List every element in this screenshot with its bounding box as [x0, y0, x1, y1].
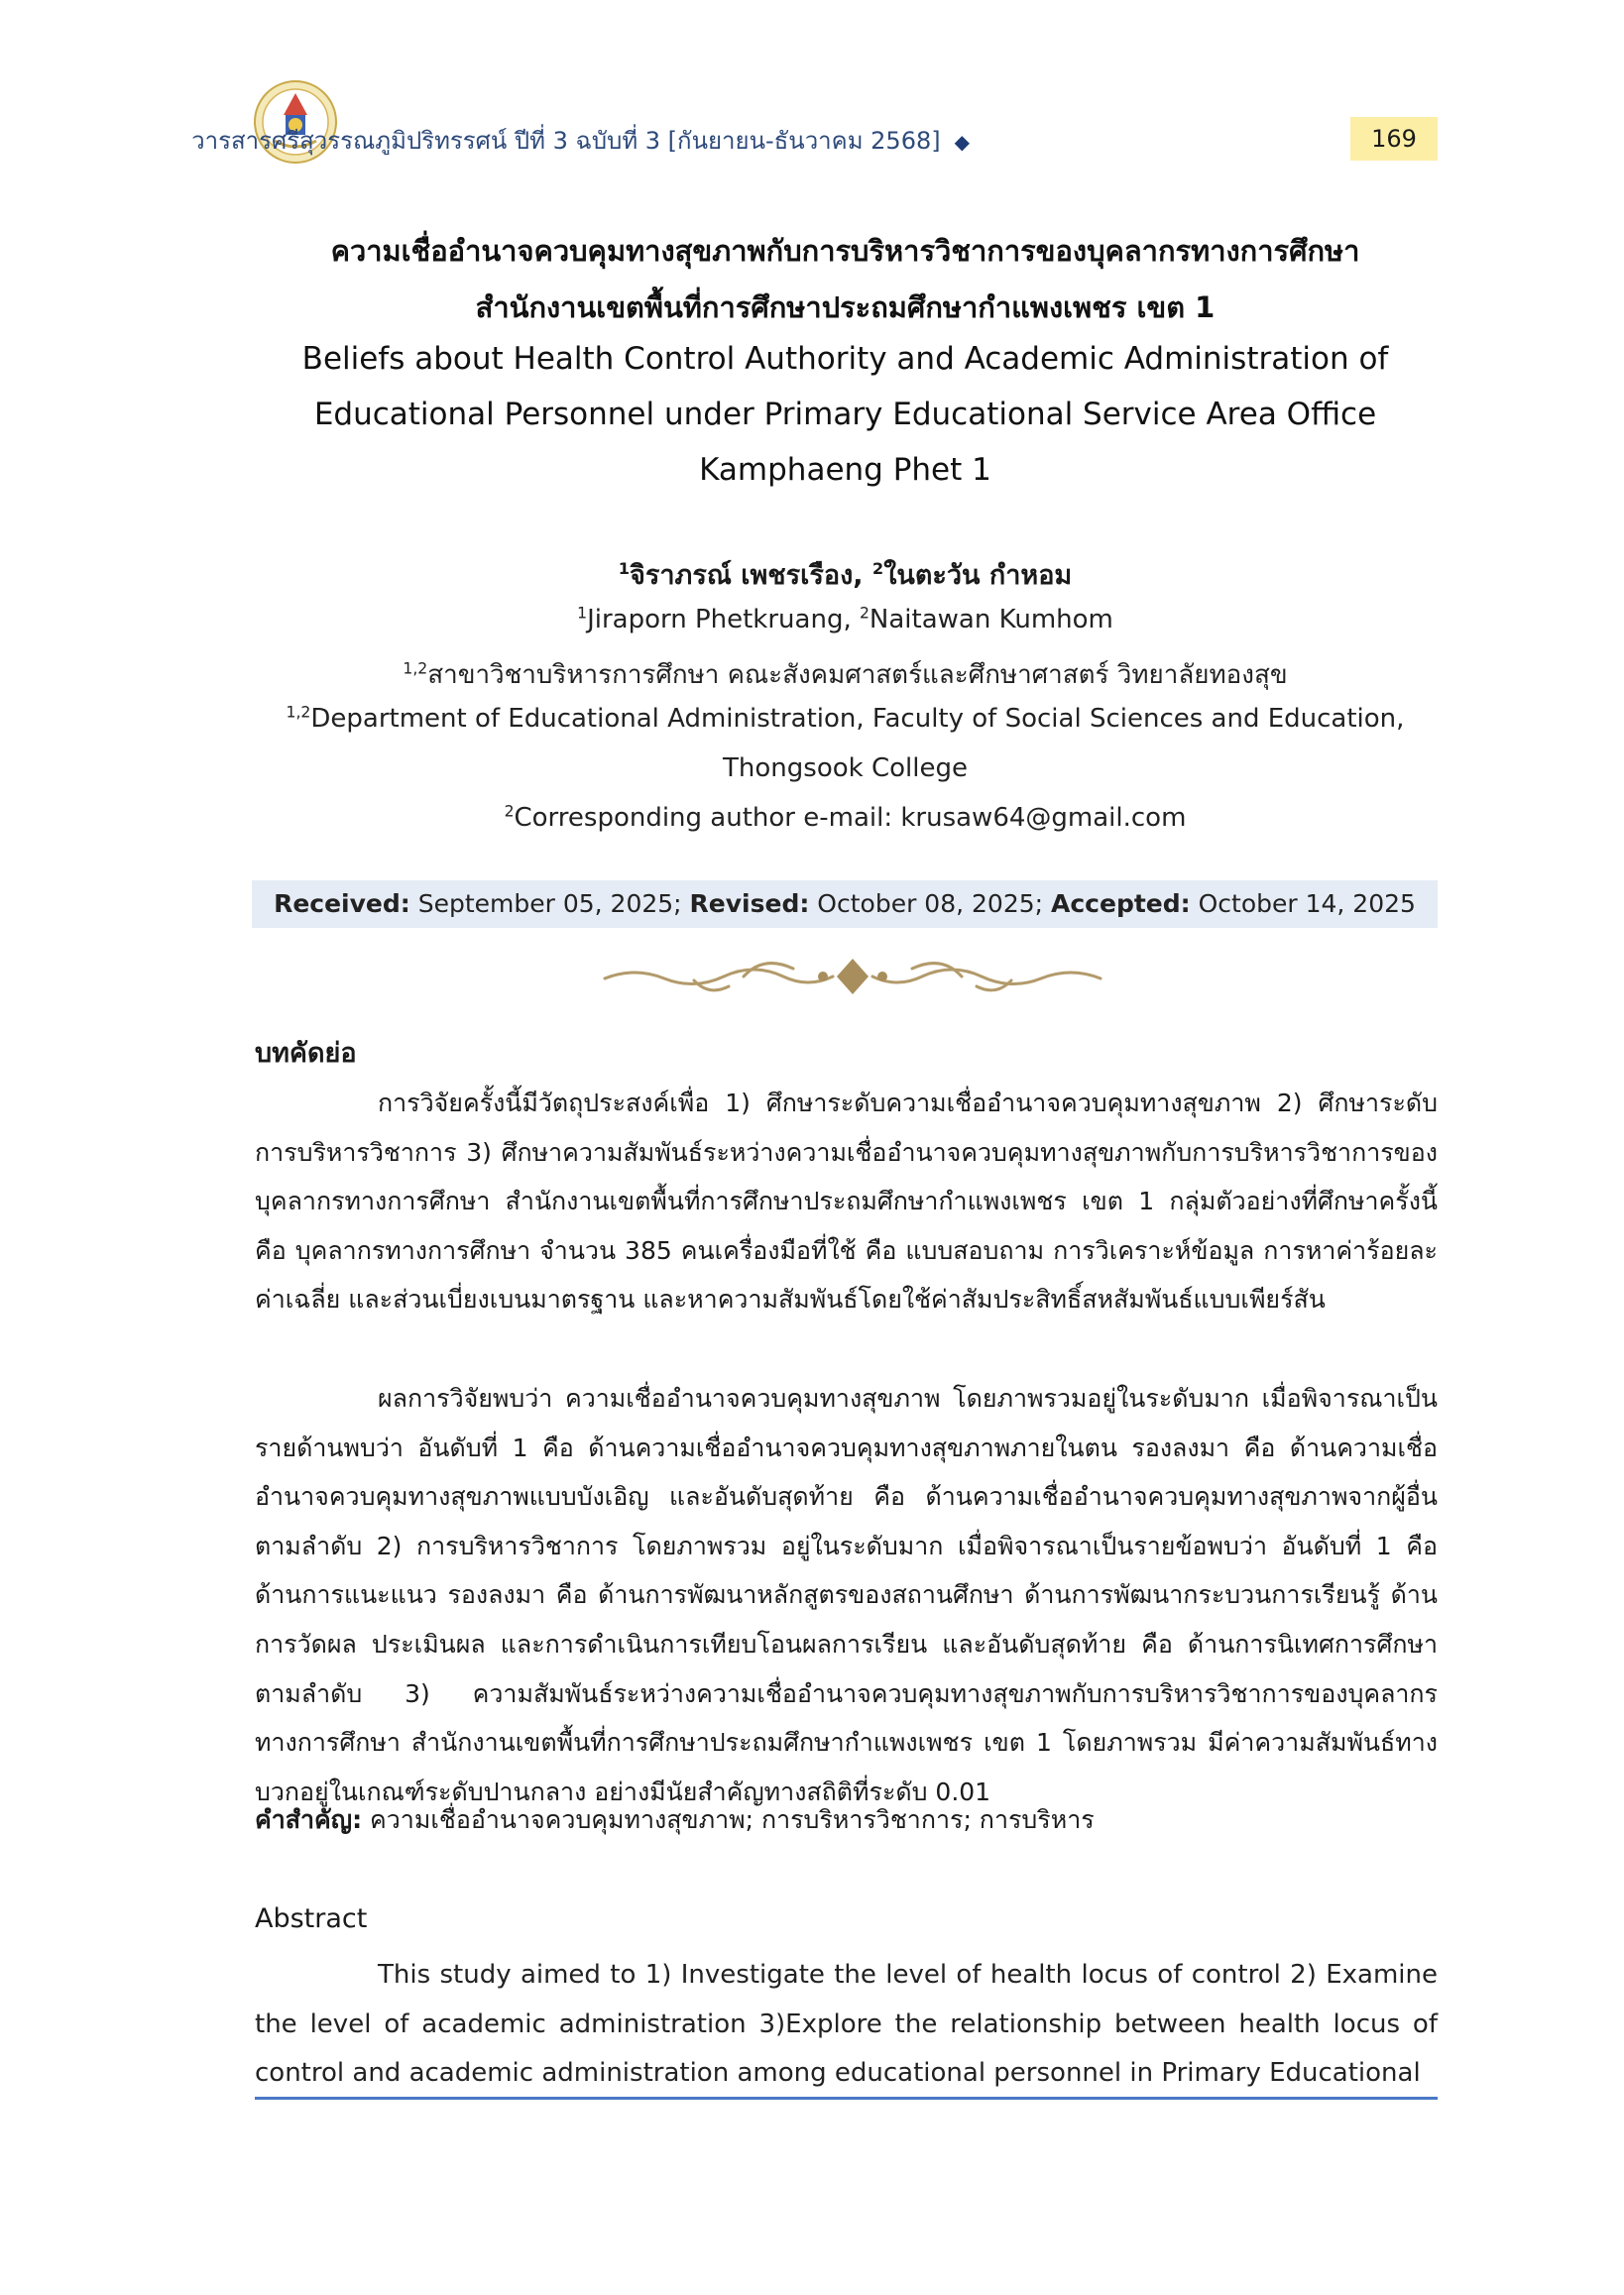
abstract-english-heading: Abstract [255, 1903, 368, 1934]
abstract-thai-paragraph-2: ผลการวิจัยพบว่า ความเชื่ออำนาจควบคุมทางสุขภาพ โดยภาพรวมอยู่ในระดับมาก เมื่อพิจารณาเป็นรายด้านพบว่า อันดับที่ 1 คือ ด้านความเชื่ออำนาจควบคุมทางสุขภาพภายในตน รองลงมา คือ ด้านความเชื่ออำนาจควบคุมทางสุขภาพแบบบังเอิญ และอันดับสุดท้าย คือ ด้านความเชื่ออำนาจควบคุมทางสุขภาพจากผู้อื่น ตามลำดับ 2) การบริหารวิชาการ โดยภาพรวม อยู่ในระดับมาก เมื่อพิจารณาเป็นรายข้อพบว่า อันดับที่ 1 คือ ด้านการแนะแนว รองลงมา คือ ด้านการพัฒนาหลักสูตรของสถานศึกษา ด้านการพัฒนากระบวนการเรียนรู้ ด้านการวัดผล ประเมินผล และการดำเนินการเทียบโอนผลการเรียน และอันดับสุดท้าย คือ ด้านการนิเทศการศึกษา ตามลำดับ 3) ความสัมพันธ์ระหว่างความเชื่ออำนาจควบคุมทางสุขภาพกับการบริหารวิชาการของบุคลากรทางการศึกษา สำนักงานเขตพื้นที่การศึกษาประถมศึกษากำแพงเพชร เขต 1 โดยภาพรวม มีค่าความสัมพันธ์ทางบวกอยู่ในเกณฑ์ระดับปานกลาง อย่างมีนัยสำคัญทางสถิติที่ระดับ 0.01 [255, 1384, 1438, 1806]
diamond-icon: ◆ [954, 130, 970, 154]
affiliation-thai: $^{1,2}$สาขาวิชาบริหารการศึกษา คณะสังคมศาสตร์และศึกษาศาสตร์ วิทยาลัยทองสุข [403, 659, 1288, 690]
corresponding-author: $^2$Corresponding author e-mail: krusaw64@gmail.com [504, 802, 1187, 833]
running-head [191, 121, 970, 160]
authors-english: $^1$Jiraporn Phetkruang, $^2$Naitawan Kumhom [577, 604, 1113, 634]
affiliation-english-line-2: Thongsook College [723, 753, 968, 783]
keywords-thai: คำสำคัญ: ความเชื่ออำนาจควบคุมทางสุขภาพ; การบริหารวิชาการ; การบริหาร [255, 1805, 1095, 1834]
abstract-english-paragraph-1: This study aimed to 1) Investigate the level of health locus of control 2) Examine the level of academic administration 3)Explore the relationship between health locus of control and academic administration among educational personnel in Primary Educational [255, 1960, 1438, 2089]
journal-name: วารสารศรีสุวรรณภูมิปริทรรศน์ ปีที่ 3 ฉบับที่ 3 [กันยายน-ธันวาคม 2568] [191, 127, 941, 155]
abstract-thai-heading: บทคัดย่อ [255, 1038, 357, 1069]
authors-thai: $^1$จิราภรณ์ เพชรเรือง, $^2$ในตะวัน กำหอม [618, 559, 1073, 591]
page-number: 169 [1350, 117, 1438, 161]
title-english-line-2: Educational Personnel under Primary Educational Service Area Office [313, 397, 1377, 432]
title-english-line-1: Beliefs about Health Control Authority and Academic Administration of [301, 341, 1389, 377]
title-english-line-3: Kamphaeng Phet 1 [699, 452, 991, 488]
title-thai-line-2: สำนักงานเขตพื้นที่การศึกษาประถมศึกษากำแพงเพชร เขต 1 [475, 290, 1216, 324]
abstract-thai-paragraph-1: การวิจัยครั้งนี้มีวัตถุประสงค์เพื่อ 1) ศึกษาระดับความเชื่ออำนาจควบคุมทางสุขภาพ 2) ศึกษาระดับการบริหารวิชาการ 3) ศึกษาความสัมพันธ์ระหว่างความเชื่ออำนาจควบคุมทางสุขภาพกับการบริหารวิชาการของบุคลากรทางการศึกษา สำนักงานเขตพื้นที่การศึกษาประถมศึกษากำแพงเพชร เขต 1 กลุ่มตัวอย่างที่ศึกษาครั้งนี้ คือ บุคลากรทางการศึกษา จำนวน 385 คนเครื่องมือที่ใช้ คือ แบบสอบถาม การวิเคราะห์ข้อมูล การหาค่าร้อยละ ค่าเฉลี่ย และส่วนเบี่ยงเบนมาตรฐาน และหาความสัมพันธ์โดยใช้ค่าสัมประสิทธิ์สหสัมพันธ์แบบเพียร์สัน [255, 1089, 1438, 1315]
submission-dates: Received: September 05, 2025; Revised: October 08, 2025; Accepted: October 14, 2025 [252, 880, 1438, 928]
title-thai-line-1: ความเชื่ออำนาจควบคุมทางสุขภาพกับการบริหารวิชาการของบุคลากรทางการศึกษา [330, 234, 1360, 268]
affiliation-english-line-1: $^{1,2}$Department of Educational Administration, Faculty of Social Sciences and Education, [286, 703, 1405, 734]
footer-rule [255, 2097, 1438, 2100]
ornament-divider-icon [595, 947, 1110, 1006]
